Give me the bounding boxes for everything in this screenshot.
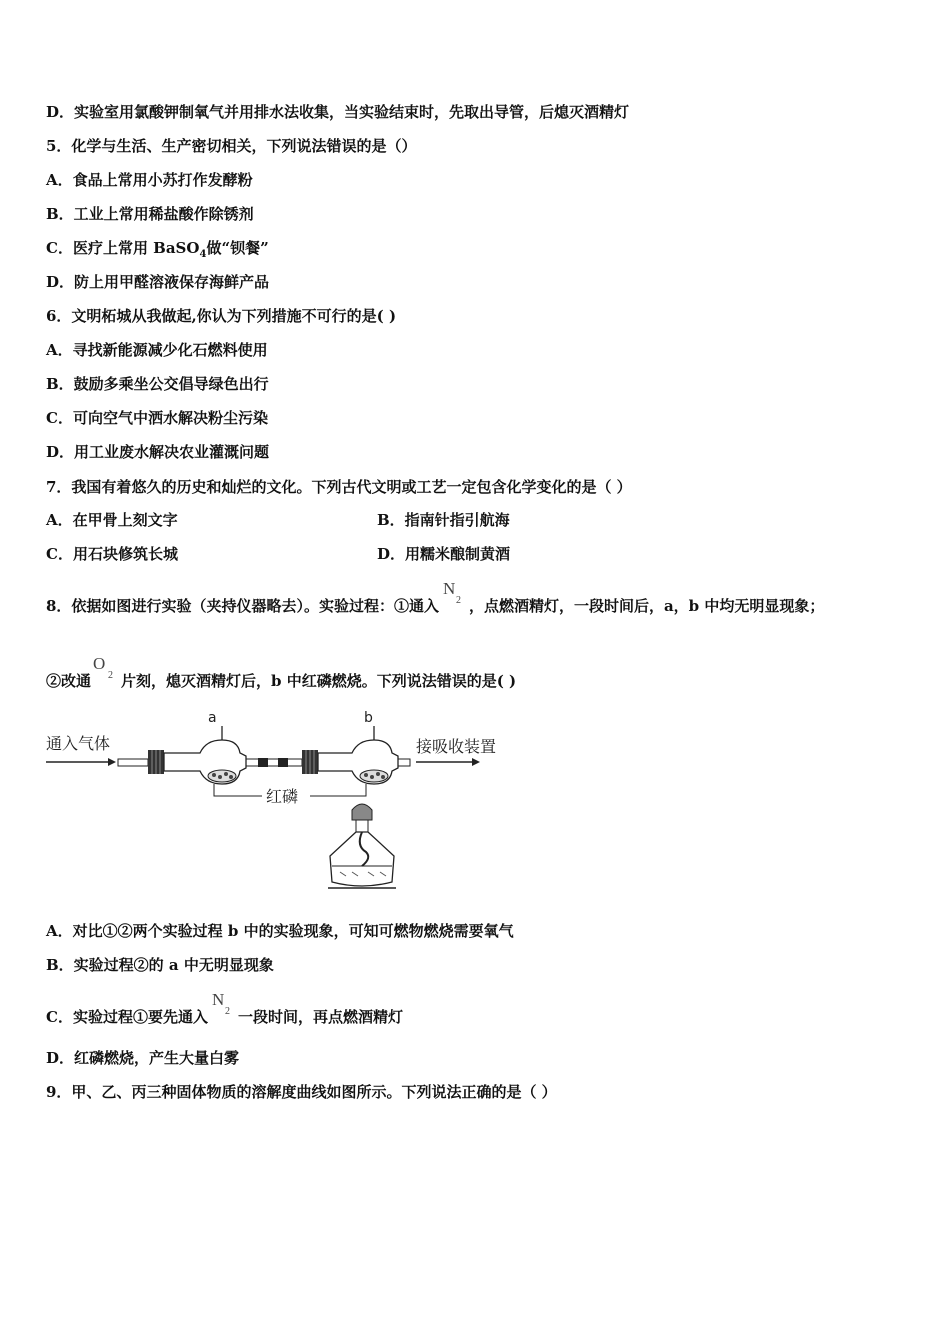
q8-option-c-post: 一段时间，再点燃酒精灯	[237, 1008, 403, 1026]
q8-option-b: B．实验过程②的 a 中无明显现象	[46, 956, 274, 974]
q9-stem: 9．甲、乙、丙三种固体物质的溶解度曲线如图所示。下列说法正确的是（ ）	[46, 1083, 557, 1101]
q8-stem-line2-post: 片刻，熄灭酒精灯后，b 中红磷燃烧。下列说法错误的是( )	[121, 672, 517, 690]
q8-stem-line2-pre: ②改通	[46, 672, 92, 690]
q8-option-c	[46, 990, 403, 1027]
phosphorus-pointer-line	[214, 784, 262, 796]
alcohol-lamp-icon	[328, 804, 396, 888]
n2-element-c: N	[211, 990, 225, 1009]
q8-stem-line1	[46, 579, 825, 616]
q8-option-c-pre: C．实验过程①要先通入	[46, 1008, 208, 1026]
bulb-tube-a	[164, 726, 246, 784]
inlet-arrowhead-icon	[108, 758, 116, 766]
q6-option-c: C．可向空气中洒水解决粉尘污染	[46, 409, 268, 427]
inlet-tube	[118, 759, 148, 766]
q5-option-b: B．工业上常用稀盐酸作除锈剂	[46, 205, 254, 223]
n2-subscript: 2	[455, 595, 461, 606]
q5-option-d: D．防上用甲醛溶液保存海鲜产品	[46, 273, 270, 291]
q7-option-a: A．在甲骨上刻文字	[46, 511, 178, 529]
label-b: b	[364, 710, 373, 726]
n2-formula-option-c	[208, 990, 238, 1022]
phosphorus-label: 红磷	[266, 787, 299, 806]
outlet-tube	[398, 759, 410, 766]
o2-formula	[91, 654, 121, 686]
q8-stem-part1: 8．依据如图进行实验（夹持仪器略去）。实验过程：①通入	[46, 597, 439, 615]
inlet-label: 通入气体	[46, 734, 111, 753]
q6-option-a: A．寻找新能源减少化石燃料使用	[46, 341, 268, 359]
q8-option-a: A．对比①②两个实验过程 b 中的实验现象，可知可燃物燃烧需要氧气	[46, 922, 514, 940]
q5-option-a: A．食品上常用小苏打作发酵粉	[46, 171, 253, 189]
q4-option-d: D．实验室用氯酸钾制氧气并用排水法收集，当实验结束时，先取出导管，后熄灭酒精灯	[46, 103, 630, 121]
connector-tube	[246, 759, 302, 766]
label-a: a	[208, 710, 217, 726]
bulb-tube-b	[318, 726, 398, 784]
o2-element: O	[93, 654, 106, 673]
q7-option-d: D．用糯米酿制黄酒	[377, 545, 511, 563]
q5-option-c-text-end: 做“钡餐”	[206, 239, 269, 257]
q7-option-c: C．用石块修筑长城	[46, 545, 178, 563]
q5-option-c-subscript: 4	[199, 249, 207, 260]
q8-stem-part2: ，点燃酒精灯，一段时间后，a，b 中均无明显现象；	[468, 597, 825, 615]
phosphorus-pointer-line-2	[310, 784, 366, 796]
n2-subscript-c: 2	[224, 1006, 230, 1017]
q6-stem: 6．文明柘城从我做起,你认为下列措施不可行的是( )	[46, 307, 397, 325]
n2-element: N	[442, 579, 456, 598]
q5-option-c-text: C．医疗上常用 BaSO	[46, 239, 200, 257]
q6-option-d: D．用工业废水解决农业灌溉问题	[46, 443, 270, 461]
n2-formula	[439, 579, 469, 611]
q5-option-c	[46, 238, 269, 265]
o2-subscript: 2	[108, 670, 114, 681]
q7-option-b: B．指南针指引航海	[377, 511, 510, 529]
outlet-label: 接吸收装置	[416, 737, 497, 756]
q6-option-b: B．鼓励多乘坐公交倡导绿色出行	[46, 375, 269, 393]
q5-stem: 5．化学与生活、生产密切相关，下列说法错误的是（）	[46, 137, 417, 155]
q8-stem-line2	[46, 654, 517, 691]
outlet-arrowhead-icon	[472, 758, 480, 766]
experiment-diagram	[40, 706, 520, 898]
q8-option-d: D．红磷燃烧，产生大量白雾	[46, 1049, 240, 1067]
q7-stem: 7．我国有着悠久的历史和灿烂的文化。下列古代文明或工艺一定包含化学变化的是（ ）	[46, 478, 632, 496]
